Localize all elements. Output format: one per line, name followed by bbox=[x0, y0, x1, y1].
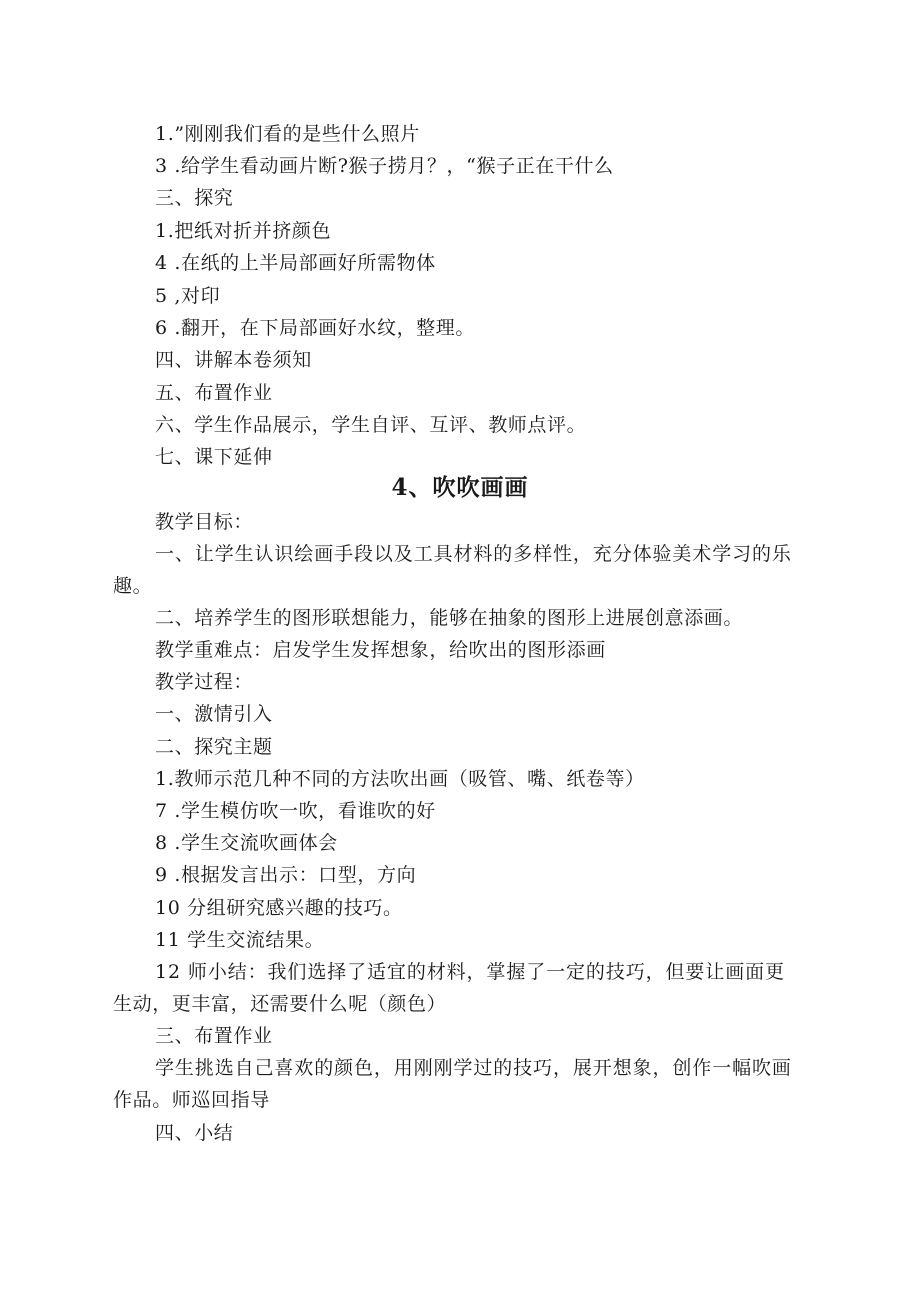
lesson-title: 4、吹吹画画 bbox=[391, 474, 529, 501]
process-item: 1.教师示范几种不同的方法吹出画（吸管、嘴、纸卷等） bbox=[155, 768, 645, 790]
process-item: 8 .学生交流吹画体会 bbox=[155, 832, 338, 854]
process-step: 四、小结 bbox=[155, 1122, 234, 1144]
section-heading: 六、学生作品展示，学生自评、互评、教师点评。 bbox=[155, 414, 587, 436]
text-line: 6 .翻开，在下局部画好水纹，整理。 bbox=[155, 317, 475, 339]
objective-1: 一、让学生认识绘画手段以及工具材料的多样性，充分体验美术学习的乐 bbox=[155, 543, 792, 565]
key-points: 教学重难点：启发学生发挥想象，给吹出的图形添画 bbox=[155, 639, 606, 661]
section-heading: 五、布置作业 bbox=[155, 382, 273, 404]
text-line: 1.把纸对折并挤颜色 bbox=[155, 220, 332, 242]
homework-text-continuation: 作品。师巡回指导 bbox=[113, 1089, 270, 1111]
text-line: 3 .给学生看动画片断?猴子捞月？，“猴子正在干什么 bbox=[155, 155, 614, 177]
section-heading: 四、讲解本卷须知 bbox=[155, 349, 312, 371]
objectives-heading: 教学目标： bbox=[155, 511, 254, 533]
process-heading: 教学过程： bbox=[155, 671, 254, 693]
section-heading: 三、探究 bbox=[155, 187, 234, 209]
process-item: 11 学生交流结果。 bbox=[155, 929, 325, 951]
process-step: 三、布置作业 bbox=[155, 1025, 273, 1047]
text-line: 1.”刚刚我们看的是些什么照片 bbox=[155, 123, 420, 145]
text-line: 5 ,对印 bbox=[155, 285, 221, 307]
homework-text: 学生挑选自己喜欢的颜色，用刚刚学过的技巧，展开想象，创作一幅吹画 bbox=[155, 1057, 792, 1079]
section-heading: 七、课下延伸 bbox=[155, 446, 273, 468]
process-step: 二、探究主题 bbox=[155, 736, 273, 758]
teacher-summary: 12 师小结：我们选择了适宜的材料，掌握了一定的技巧，但要让画面更 bbox=[155, 961, 785, 983]
process-item: 7 .学生模仿吹一吹，看谁吹的好 bbox=[155, 800, 436, 822]
objective-1-continuation: 趣。 bbox=[113, 575, 153, 597]
process-item: 10 分组研究感兴趣的技巧。 bbox=[155, 897, 403, 919]
text-line: 4 .在纸的上半局部画好所需物体 bbox=[155, 252, 436, 274]
teacher-summary-continuation: 生动，更丰富，还需要什么呢（颜色） bbox=[113, 993, 447, 1015]
objective-2: 二、培养学生的图形联想能力，能够在抽象的图形上进展创意添画。 bbox=[155, 607, 744, 629]
process-step: 一、激情引入 bbox=[155, 703, 273, 725]
process-item: 9 .根据发言出示：口型，方向 bbox=[155, 864, 417, 886]
